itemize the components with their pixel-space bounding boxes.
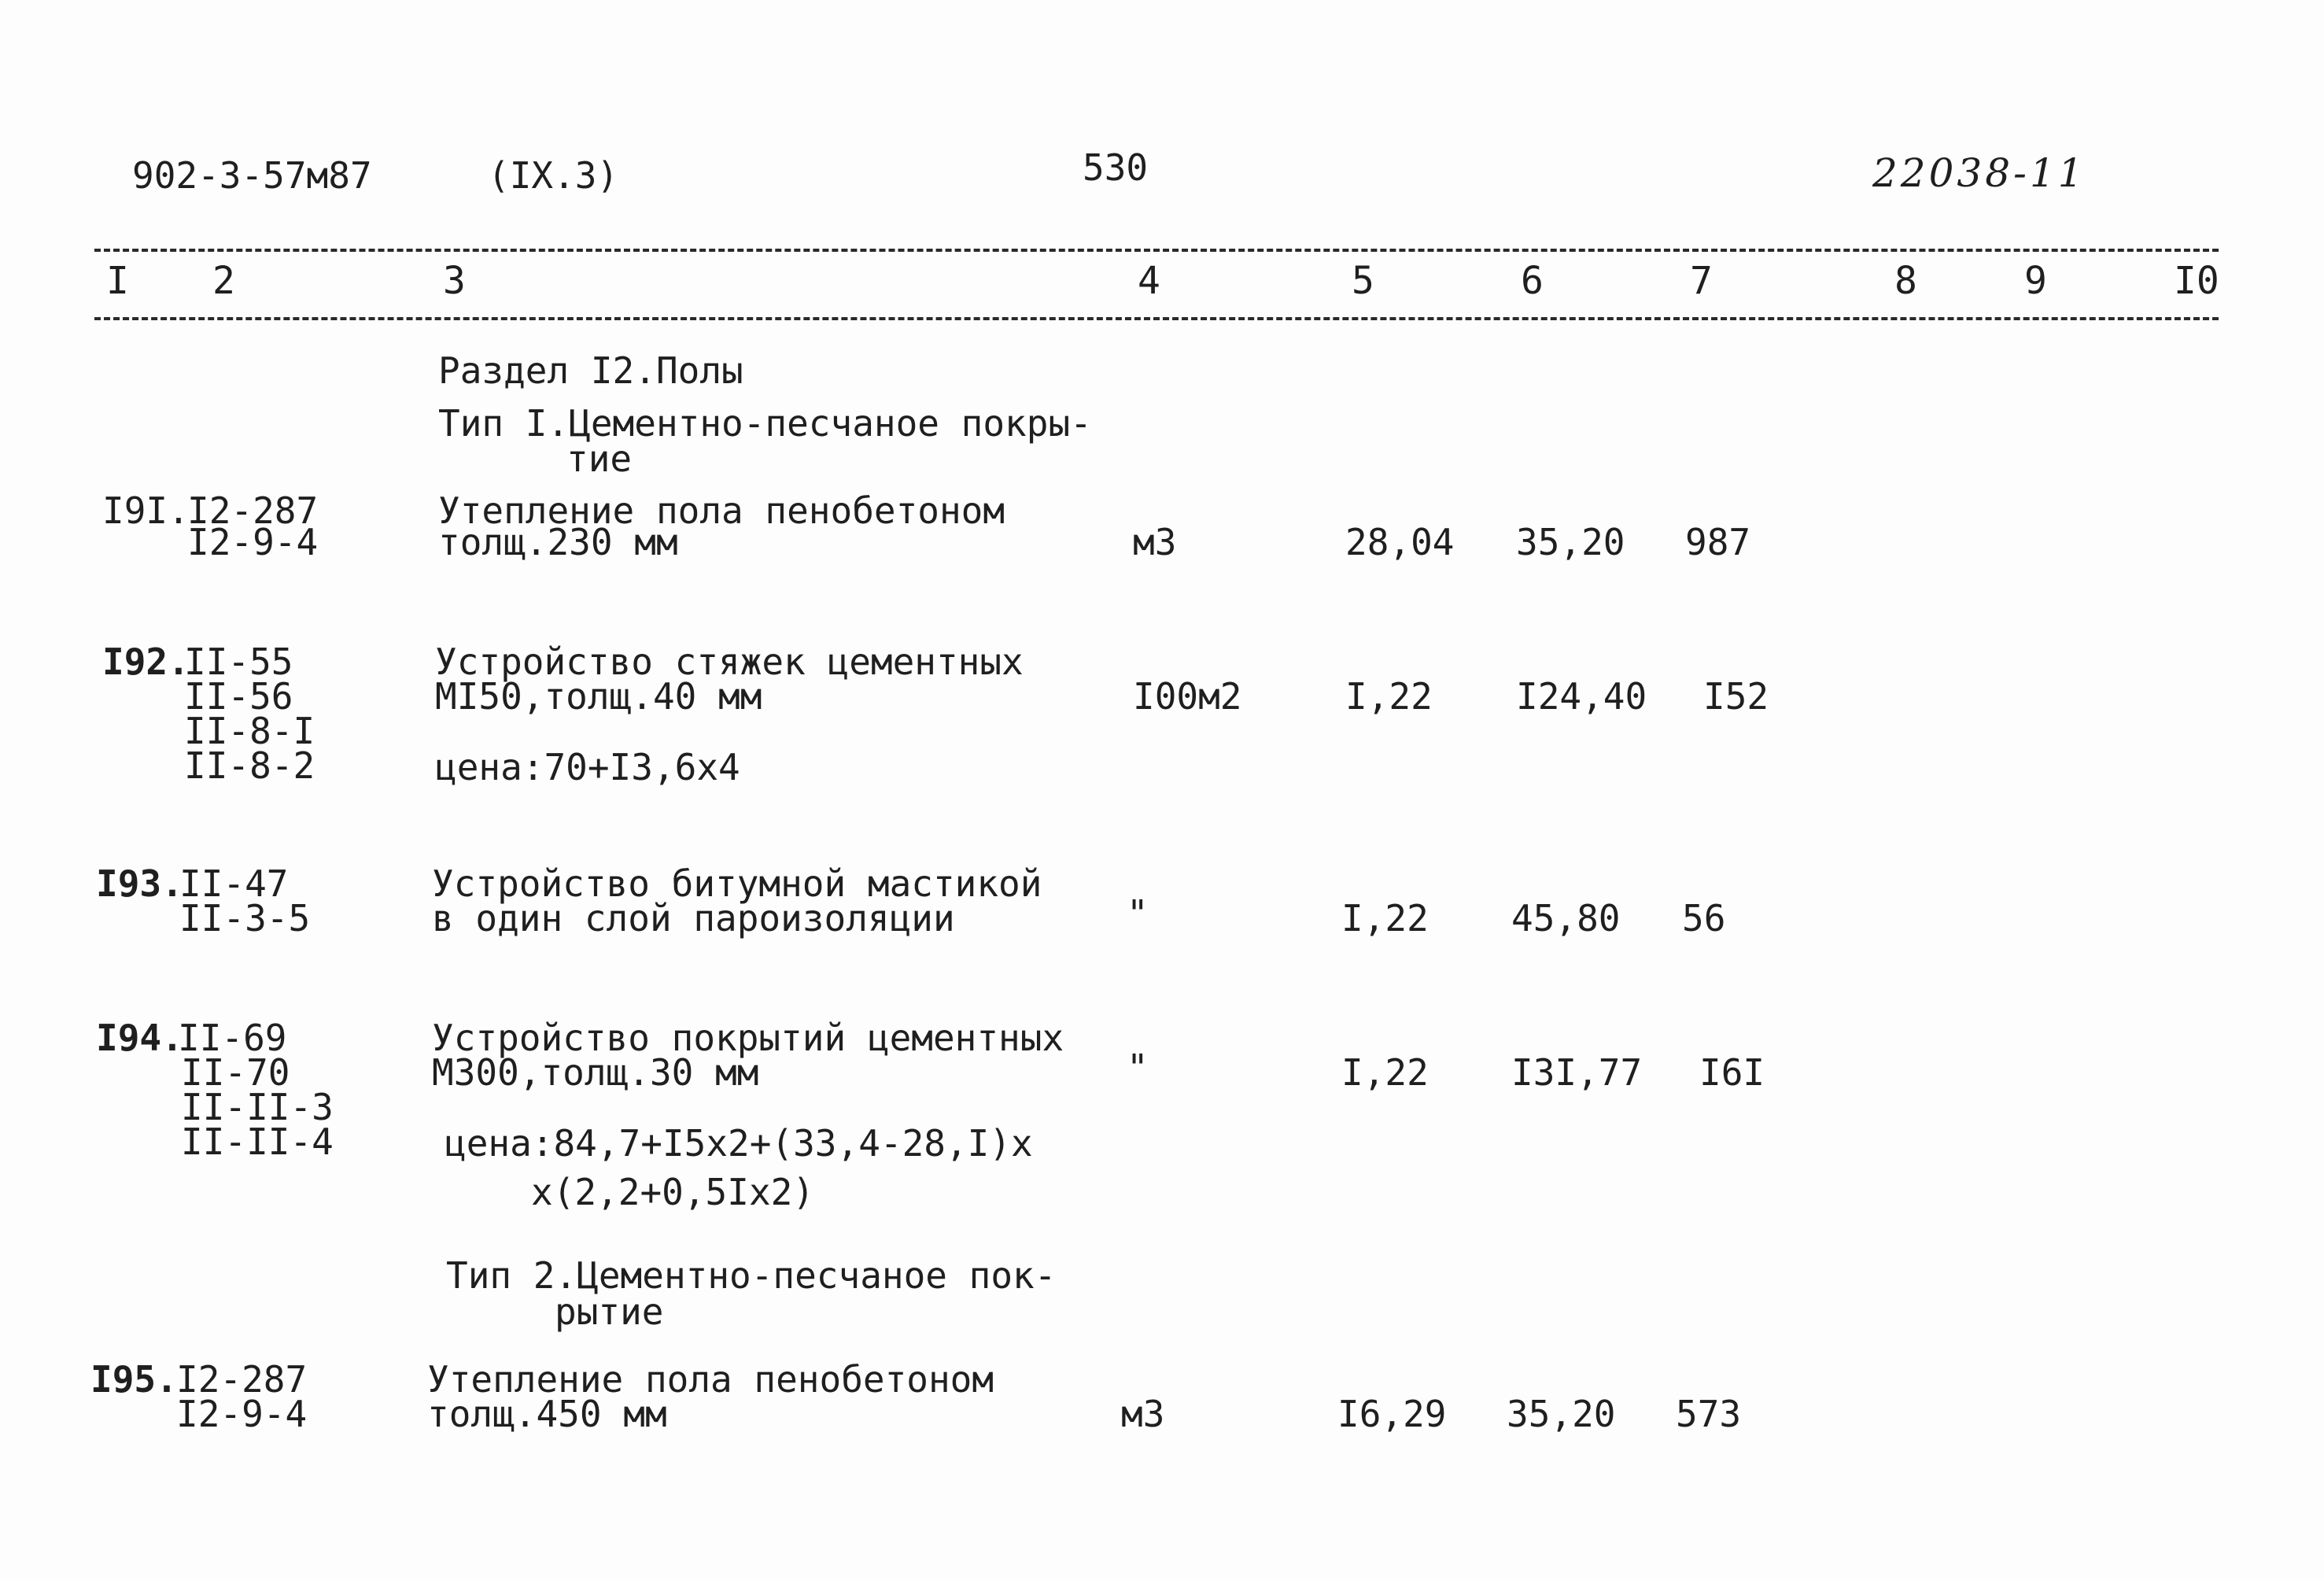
column-number-3: 3 [443, 259, 466, 303]
unit-price-cell: 45,80 [1511, 897, 1621, 940]
rate-code: II-II-4 [181, 1120, 334, 1163]
unit-cell: м3 [1121, 1393, 1165, 1435]
unit-price-cell: I24,40 [1516, 675, 1647, 718]
work-description: Утепление пола пенобетоном [427, 1358, 994, 1401]
ditto-mark: " [1127, 892, 1149, 935]
work-description: в один слой пароизоляции [432, 897, 955, 940]
rate-code: II-55 [184, 640, 293, 683]
column-number-5: 5 [1352, 259, 1374, 303]
price-note: цена:70+I3,6x4 [435, 746, 740, 788]
work-description: Устройство стяжек цементных [435, 640, 1024, 683]
rate-code: II-8-I [184, 710, 315, 752]
column-number-4: 4 [1138, 259, 1160, 303]
column-number-10: I0 [2174, 259, 2219, 303]
price-note: x(2,2+0,5Ix2) [531, 1171, 815, 1213]
unit-cell: I00м2 [1133, 675, 1242, 718]
rate-code: I2-287 [187, 489, 319, 532]
price-note: цена:84,7+I5x2+(33,4-28,I)x [445, 1122, 1033, 1165]
column-number-7: 7 [1690, 259, 1713, 303]
header-top-divider [94, 249, 2219, 252]
quantity-cell: I,22 [1345, 675, 1433, 718]
row-number: I95. [90, 1358, 178, 1401]
type1-title-cont: тие [566, 437, 633, 480]
quantity-cell: I,22 [1341, 1051, 1429, 1094]
total-cell: I6I [1699, 1051, 1765, 1094]
column-number-6: 6 [1521, 259, 1544, 303]
work-description: Устройство покрытий цементных [432, 1017, 1064, 1059]
rate-code: II-70 [181, 1051, 290, 1094]
unit-price-cell: 35,20 [1516, 521, 1625, 563]
rate-code: II-47 [179, 862, 289, 905]
type2-title-cont: рытие [555, 1290, 664, 1333]
section-reference: (IX.3) [488, 154, 619, 197]
quantity-cell: I6,29 [1337, 1393, 1447, 1435]
column-number-2: 2 [212, 259, 235, 303]
quantity-cell: 28,04 [1345, 521, 1455, 563]
row-number: I94. [96, 1017, 183, 1059]
quantity-cell: I,22 [1341, 897, 1429, 940]
type1-title: Тип I.Цементно-песчаное покры- [438, 402, 1092, 445]
unit-price-cell: I3I,77 [1511, 1051, 1643, 1094]
work-description: Утепление пола пенобетоном [438, 489, 1005, 532]
row-number: I93. [96, 862, 183, 905]
archive-stamp: 22038-11 [1872, 150, 2086, 196]
rate-code: II-3-5 [179, 897, 311, 940]
unit-price-cell: 35,20 [1507, 1393, 1616, 1435]
document-code: 902-3-57м87 [132, 154, 372, 197]
page-number: 530 [1083, 146, 1149, 189]
rate-code: I2-9-4 [176, 1393, 308, 1435]
column-number-8: 8 [1894, 259, 1917, 303]
work-description: толщ.450 мм [427, 1393, 667, 1435]
rate-code: II-II-3 [181, 1086, 334, 1128]
total-cell: I52 [1703, 675, 1769, 718]
column-number-1: I [106, 259, 129, 303]
rate-code: II-69 [178, 1017, 287, 1059]
column-number-9: 9 [2024, 259, 2047, 303]
rate-code: II-8-2 [184, 744, 315, 787]
unit-cell: м3 [1133, 521, 1177, 563]
rate-code: I2-9-4 [187, 521, 319, 563]
header-bottom-divider [94, 317, 2219, 320]
work-description: MI50,толщ.40 мм [435, 675, 762, 718]
type2-title: Тип 2.Цементно-песчаное пок- [446, 1254, 1057, 1297]
ditto-mark: " [1127, 1047, 1149, 1089]
row-number: I92. [102, 640, 190, 683]
total-cell: 987 [1685, 521, 1751, 563]
section-title: Раздел I2.Полы [438, 349, 743, 392]
rate-code: I2-287 [176, 1358, 308, 1401]
total-cell: 56 [1682, 897, 1726, 940]
row-number: I9I. [102, 489, 190, 532]
work-description: толщ.230 мм [438, 521, 678, 563]
rate-code: II-56 [184, 675, 293, 718]
work-description: Устройство битумной мастикой [432, 862, 1042, 905]
work-description: M300,толщ.30 мм [432, 1051, 759, 1094]
total-cell: 573 [1676, 1393, 1742, 1435]
